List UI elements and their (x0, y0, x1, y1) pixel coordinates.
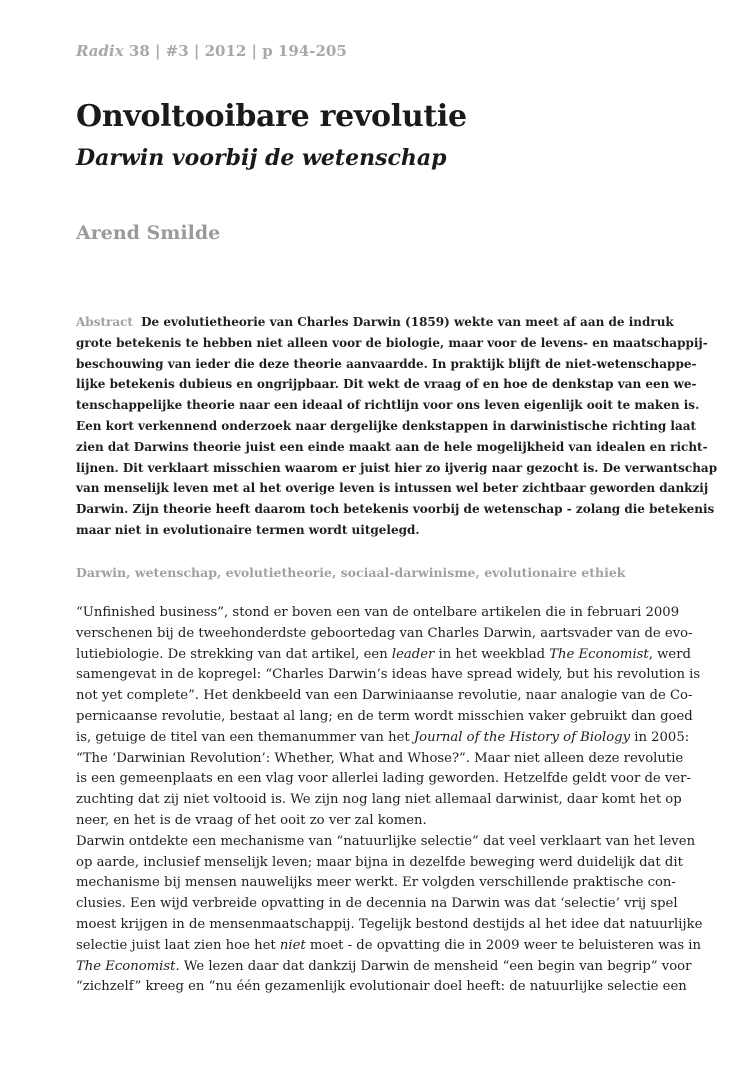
abstract (76, 312, 718, 541)
abstract-line: lijke betekenis dubieus en ongrijpbaar. Dit wekt de vraag of en hoe de denkstap van een we- (76, 377, 697, 392)
body-line: The Economist. We lezen daar dat dankzij Darwin de mensheid “een begin van begrip” voor (76, 958, 692, 974)
body-line: samengevat in de kopregel: “Charles Darwin’s ideas have spread widely, but his revolution is (76, 667, 701, 683)
abstract-line: Darwin. Zijn theorie heeft daarom toch betekenis voorbij de wetenschap - zolang die betekenis (76, 502, 715, 517)
body-line: pernicaanse revolutie, bestaat al lang; en de term wordt misschien vaker gebruikt dan goed (76, 708, 693, 724)
article-subtitle: Darwin voorbij de wetenschap (76, 145, 447, 171)
body-line: zuchting dat zij niet voltooid is. We zijn nog lang niet allemaal darwinist, daar komt het op (76, 792, 682, 808)
body-line: op aarde, inclusief menselijk leven; maar bijna in dezelfde beweging werd duidelijk dat dit (76, 854, 683, 870)
body-line: neer, en het is de vraag of het ooit zo ver zal komen. (76, 812, 427, 828)
italic-term: niet (279, 937, 306, 953)
body-text (76, 603, 703, 998)
journal-citation (76, 42, 347, 60)
body-line: “The ‘Darwinian Revolution’: Whether, What and Whose?”. Maar niet alleen deze revolutie (76, 750, 684, 766)
abstract-line: lijnen. Dit verklaart misschien waarom er juist hier zo ijverig naar gezocht is. De verwantschap (76, 460, 718, 475)
article-author: Arend Smilde (76, 222, 221, 244)
body-line: “Unfinished business”, stond er boven een van de ontelbare artikelen die in februari 2009 (76, 605, 680, 620)
abstract-label: Abstract (76, 315, 133, 329)
article-title: Onvoltooibare revolutie (76, 99, 467, 134)
publication-name: The Economist (549, 646, 649, 662)
publication-name: The Economist (76, 958, 176, 974)
abstract-line: Abstract De evolutietheorie van Charles Darwin (1859) wekte van meet af aan de indruk (76, 315, 674, 329)
abstract-line: grote betekenis te hebben niet alleen voor de biologie, maar voor de levens- en maatschappij- (76, 335, 708, 350)
abstract-line: Een kort verkennend onderzoek naar dergelijke denkstappen in darwinistische richting laat (76, 418, 697, 433)
citation-details: 38 | #3 | 2012 | p 194-205 (123, 42, 347, 60)
body-line: moest krijgen in de mensenmaatschappij. Tegelijk bestond destijds al het idee dat natuurlijke (76, 916, 703, 932)
abstract-line: van menselijk leven met al het overige leven is intussen wel beter zichtbaar geworden dankzij (76, 481, 709, 496)
body-line: lutiebiologie. De strekking van dat artikel, een leader in het weekblad The Economist, werd (76, 646, 691, 662)
body-line: mechanisme bij mensen nauwelijks meer werkt. Er volgden verschillende praktische con- (76, 875, 676, 891)
body-line: not yet complete”. Het denkbeeld van een Darwiniaanse revolutie, naar analogie van de Co- (76, 688, 693, 704)
keywords: Darwin, wetenschap, evolutietheorie, sociaal-darwinisme, evolutionaire ethiek (76, 565, 626, 580)
abstract-line: maar niet in evolutionaire termen wordt uitgelegd. (76, 522, 420, 537)
body-line: is, getuige de titel van een themanummer van het Journal of the History of Biology in 2005: (76, 729, 690, 745)
abstract-line: tenschappelijke theorie naar een ideaal of richtlijn voor ons leven eigenlijk ooit te maken is. (76, 398, 700, 413)
body-line: Darwin ontdekte een mechanisme van “natuurlijke selectie” dat veel verklaart van het leven (76, 833, 696, 849)
abstract-line: beschouwing van ieder die deze theorie aanvaardde. In praktijk blijft de niet-wetenschappe- (76, 356, 697, 371)
italic-term: leader (391, 646, 435, 662)
publication-name: Journal of the History of Biology (413, 729, 631, 745)
body-line: is een gemeenplaats en een vlag voor allerlei lading geworden. Hetzelfde geldt voor de ver- (76, 771, 691, 787)
body-line: “zichzelf” kreeg en “nu één gezamenlijk evolutionair doel heeft: de natuurlijke selectie een (76, 979, 687, 995)
body-line: verschenen bij de tweehonderdste geboortedag van Charles Darwin, aartsvader van de evo- (76, 625, 693, 641)
body-line: clusies. Een wijd verbreide opvatting in de decennia na Darwin was dat ‘selectie’ vrij spel (76, 896, 678, 912)
journal-name: Radix (76, 42, 124, 60)
body-line: selectie juist laat zien hoe het niet moet - de opvatting die in 2009 weer te beluisteren was in (76, 937, 702, 953)
abstract-line: zien dat Darwins theorie juist een einde maakt aan de hele mogelijkheid van idealen en richt- (76, 439, 708, 454)
